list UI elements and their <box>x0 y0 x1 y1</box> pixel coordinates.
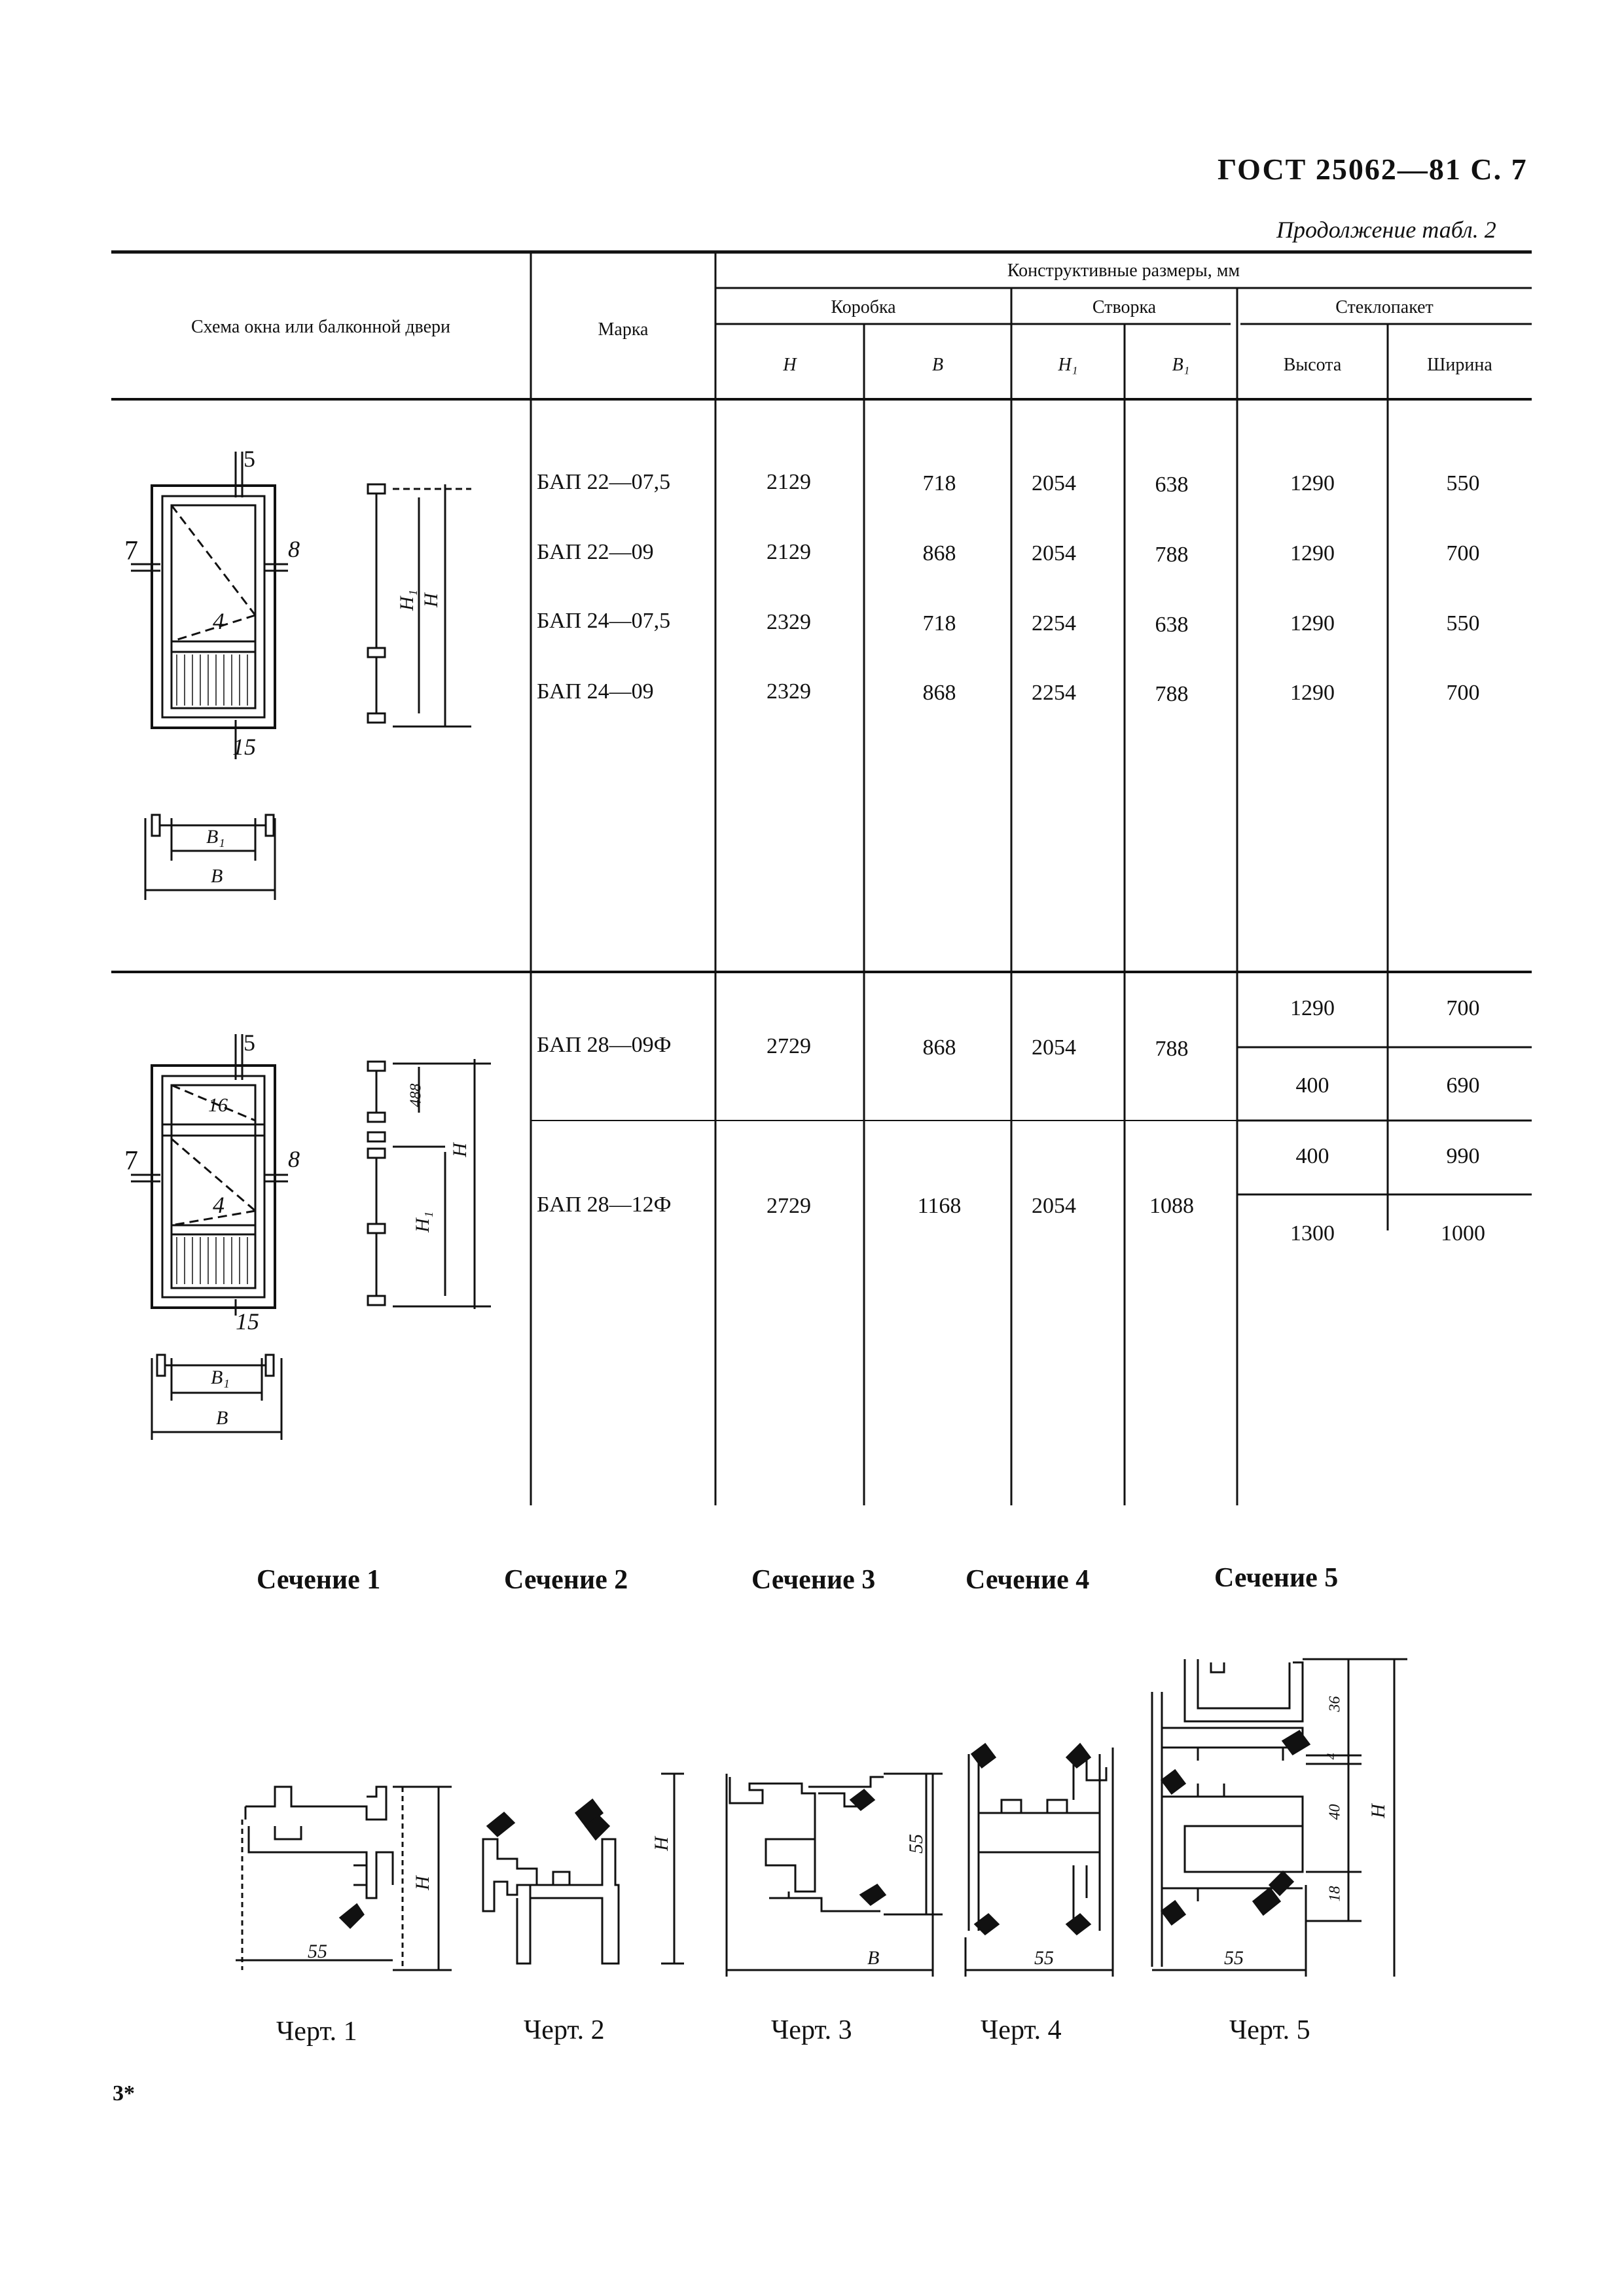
page-signature-mark: 3* <box>113 2081 135 2106</box>
b-cell: 868 <box>922 541 956 565</box>
dim-h: H <box>650 1837 672 1851</box>
section-title-5: Сечение 5 <box>1214 1563 1339 1593</box>
section-title-4: Сечение 4 <box>965 1565 1090 1595</box>
h1-cell: 2054 <box>1032 1194 1076 1218</box>
dim-h: H <box>1367 1804 1389 1818</box>
scheme-label-4: 4 <box>213 608 225 634</box>
h-cell: 2129 <box>767 540 811 564</box>
h1-cell: 2254 <box>1032 611 1076 636</box>
b-cell: 868 <box>922 1035 956 1060</box>
glass-width-cell: 1000 <box>1441 1221 1485 1246</box>
drawing-caption-5: Черт. 5 <box>1229 2015 1310 2045</box>
header-box: Коробка <box>831 297 896 317</box>
b1-cell: 788 <box>1155 543 1189 567</box>
header-glass-width: Ширина <box>1427 355 1492 375</box>
drawing-caption-4: Черт. 4 <box>981 2015 1062 2045</box>
dim-4: 4 <box>1324 1753 1339 1760</box>
drawing-caption-2: Черт. 2 <box>524 2015 605 2045</box>
header-sash: Створка <box>1092 297 1157 317</box>
scheme-label-h1: H₁ <box>396 589 418 611</box>
glass-width-cell: 700 <box>1446 996 1480 1020</box>
dim-55: 55 <box>905 1834 927 1854</box>
section-title-2: Сечение 2 <box>504 1565 628 1595</box>
glass-height-cell: 1290 <box>1290 996 1335 1020</box>
scheme-label-4: 4 <box>213 1192 225 1218</box>
glass-width-cell: 700 <box>1446 541 1480 565</box>
glass-width-cell: 990 <box>1446 1144 1480 1168</box>
scheme-label-16: 16 <box>208 1094 228 1116</box>
mark-cell: БАП 28—12Ф <box>537 1193 672 1217</box>
scheme-label-5: 5 <box>244 1030 255 1056</box>
mark-cell: БАП 22—07,5 <box>537 470 671 494</box>
b-cell: 718 <box>922 471 956 495</box>
glass-height-cell: 1290 <box>1290 541 1335 565</box>
dim-55: 55 <box>1224 1947 1244 1969</box>
page-title: ГОСТ 25062—81 С. 7 <box>1218 152 1528 186</box>
h1-cell: 2054 <box>1032 471 1076 495</box>
header-scheme: Схема окна или балконной двери <box>190 317 451 337</box>
glass-width-cell: 550 <box>1446 611 1480 636</box>
dim-36: 36 <box>1326 1696 1344 1712</box>
glass-width-cell: 700 <box>1446 681 1480 705</box>
dim-55: 55 <box>308 1941 327 1962</box>
header-mark: Марка <box>598 319 649 340</box>
header-b1: B₁ <box>1172 355 1190 375</box>
scheme-label-15: 15 <box>232 734 256 760</box>
glass-height-cell: 400 <box>1295 1144 1329 1168</box>
scheme-label-b: B <box>216 1407 228 1429</box>
scheme-label-7: 7 <box>124 536 138 566</box>
dim-18: 18 <box>1326 1886 1344 1902</box>
header-dimensions: Конструктивные размеры, мм <box>1007 260 1240 281</box>
b-cell: 718 <box>922 611 956 636</box>
scheme-label-h: H <box>448 1143 471 1157</box>
mark-cell: БАП 28—09Ф <box>537 1033 672 1057</box>
h-cell: 2329 <box>767 679 811 704</box>
h-cell: 2329 <box>767 610 811 634</box>
h1-cell: 2054 <box>1032 1035 1076 1060</box>
header-h1: H₁ <box>1058 355 1078 375</box>
glass-height-cell: 1290 <box>1290 611 1335 636</box>
dim-b: B <box>867 1947 880 1969</box>
glass-height-cell: 1300 <box>1290 1221 1335 1246</box>
b1-cell: 788 <box>1155 1037 1189 1061</box>
b1-cell: 1088 <box>1149 1194 1194 1218</box>
dim-h: H <box>411 1876 433 1890</box>
b1-cell: 638 <box>1155 613 1189 637</box>
scheme-label-b1: B₁ <box>206 826 225 848</box>
scheme-label-488: 488 <box>407 1083 425 1107</box>
header-glass: Стеклопакет <box>1335 297 1434 317</box>
h-cell: 2129 <box>767 470 811 494</box>
h1-cell: 2254 <box>1032 681 1076 705</box>
dim-40: 40 <box>1326 1804 1344 1820</box>
h1-cell: 2054 <box>1032 541 1076 565</box>
scheme-label-b1: B₁ <box>211 1367 230 1388</box>
b1-cell: 638 <box>1155 473 1189 497</box>
table-continuation-label: Продолжение табл. 2 <box>1276 217 1496 243</box>
scheme-label-7: 7 <box>124 1146 138 1176</box>
glass-width-cell: 550 <box>1446 471 1480 495</box>
section-title-1: Сечение 1 <box>257 1565 381 1595</box>
mark-cell: БАП 24—09 <box>537 679 654 704</box>
h-cell: 2729 <box>767 1034 811 1058</box>
header-b: B <box>931 355 944 375</box>
drawing-caption-1: Черт. 1 <box>276 2017 357 2047</box>
scheme-label-h: H <box>420 593 442 607</box>
b1-cell: 788 <box>1155 682 1189 706</box>
b-cell: 868 <box>922 681 956 705</box>
dim-55: 55 <box>1034 1947 1054 1969</box>
glass-width-cell: 690 <box>1446 1073 1480 1098</box>
scheme-label-h1: H₁ <box>412 1211 434 1233</box>
glass-height-cell: 400 <box>1295 1073 1329 1098</box>
section-title-3: Сечение 3 <box>751 1565 876 1595</box>
scheme-label-5: 5 <box>244 446 255 472</box>
glass-height-cell: 1290 <box>1290 681 1335 705</box>
glass-height-cell: 1290 <box>1290 471 1335 495</box>
scheme-label-8: 8 <box>288 1146 300 1172</box>
mark-cell: БАП 24—07,5 <box>537 609 671 633</box>
mark-cell: БАП 22—09 <box>537 540 654 564</box>
drawing-caption-3: Черт. 3 <box>771 2015 852 2045</box>
scheme-label-15: 15 <box>236 1308 259 1335</box>
header-glass-height: Высота <box>1283 355 1342 375</box>
header-h: H <box>783 355 797 375</box>
b-cell: 1168 <box>917 1194 962 1218</box>
scheme-label-b: B <box>211 865 223 887</box>
h-cell: 2729 <box>767 1194 811 1218</box>
scheme-label-8: 8 <box>288 536 300 562</box>
